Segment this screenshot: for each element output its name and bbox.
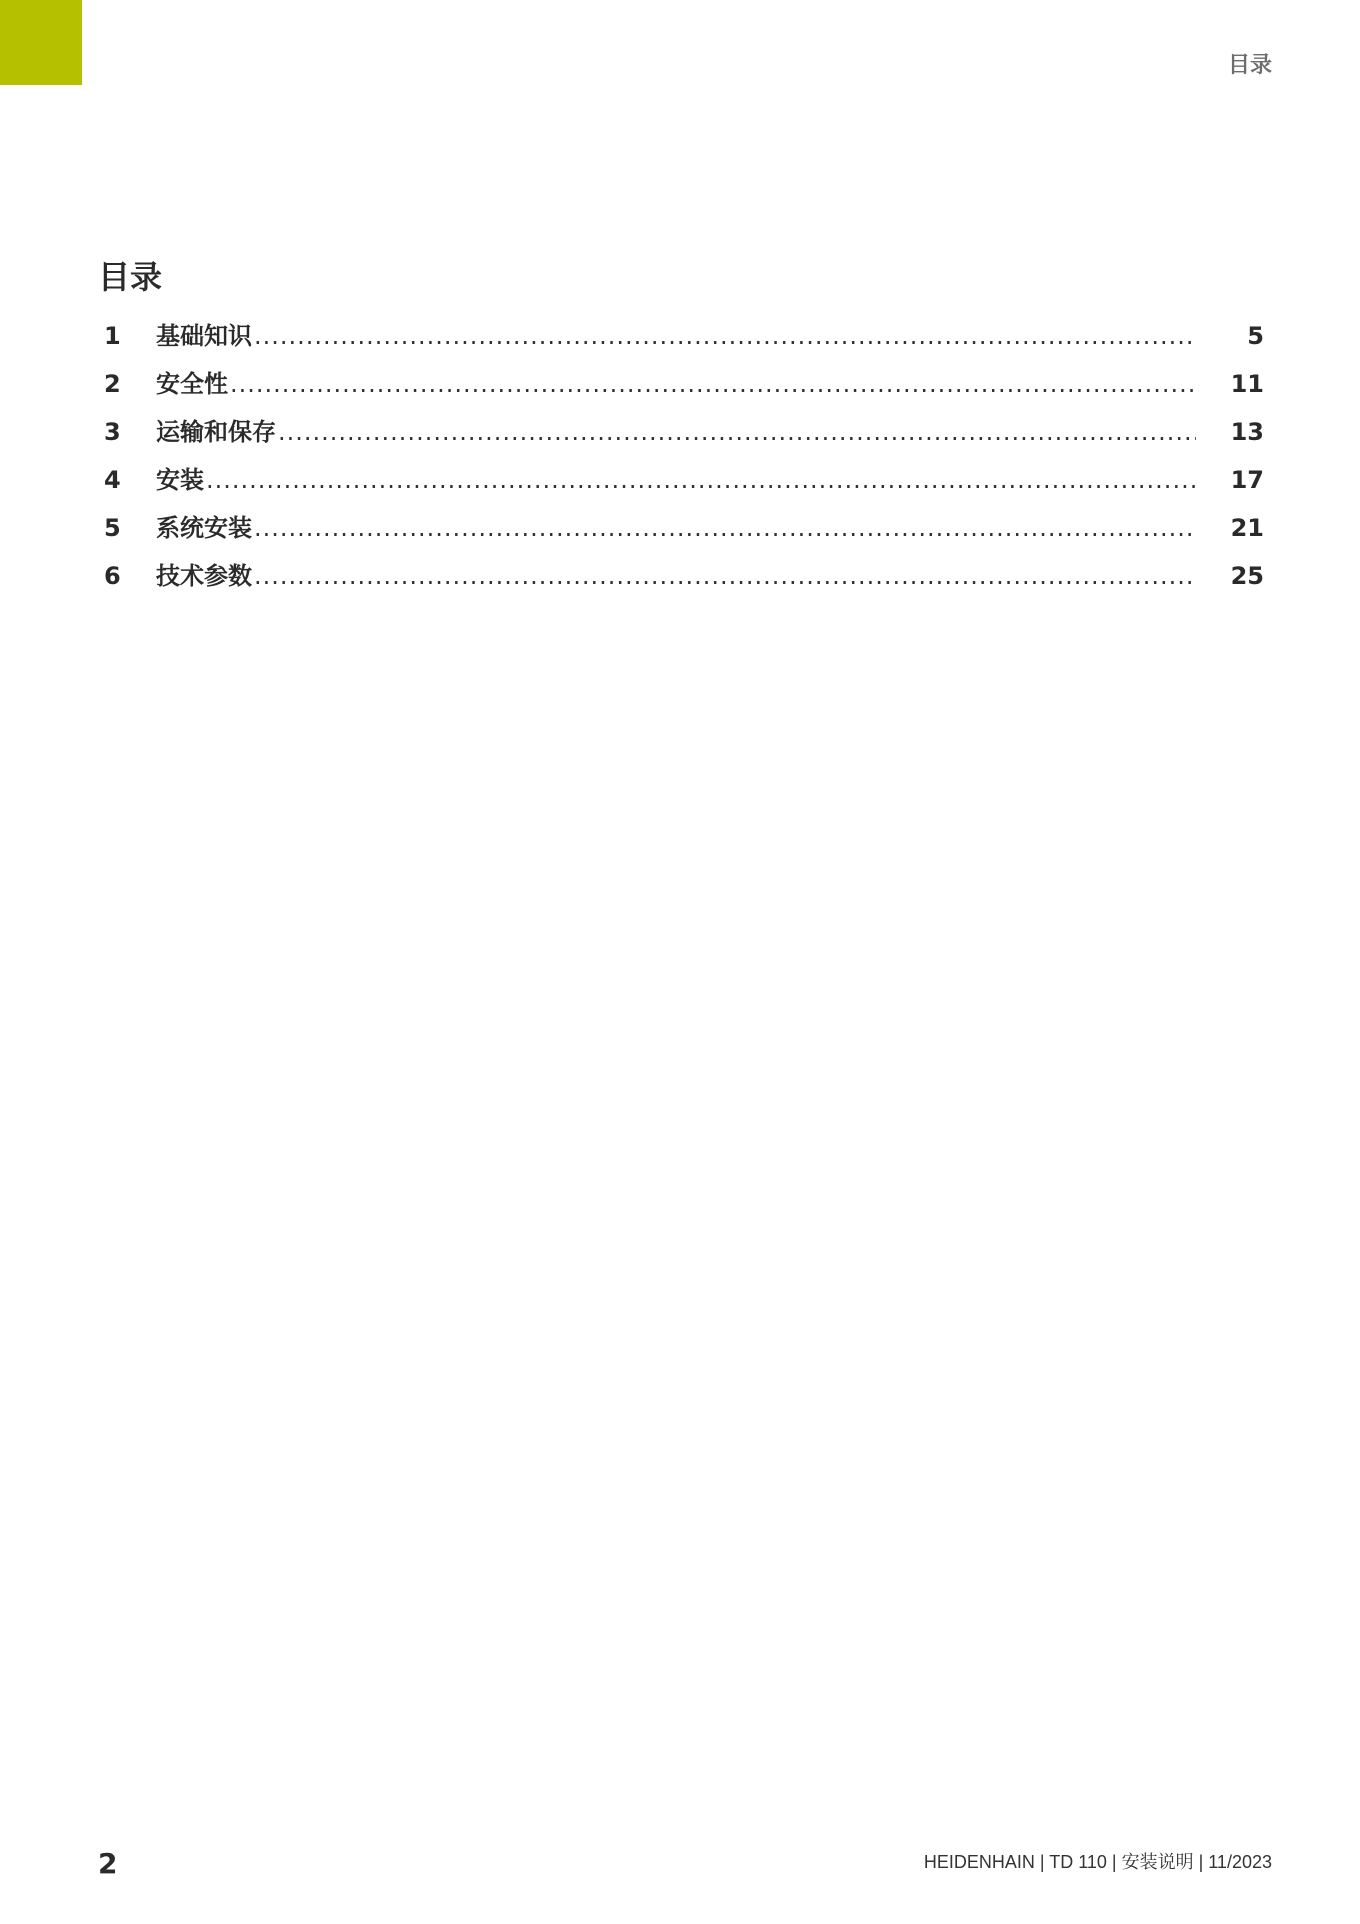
toc-entry-number: 5 — [104, 514, 121, 542]
toc-dot-leader — [206, 466, 1196, 494]
accent-color-block — [0, 0, 82, 85]
toc-entry-label: 运输和保存 — [156, 418, 276, 446]
toc-entry-page: 13 — [1230, 418, 1264, 446]
toc-entry-page: 21 — [1230, 514, 1264, 542]
toc-entry-number: 3 — [104, 418, 121, 446]
toc-entry-label: 系统安装 — [156, 514, 252, 542]
toc-entry-number: 4 — [104, 466, 121, 494]
toc-entry-number: 2 — [104, 370, 121, 398]
toc-entry-transport[interactable] — [98, 412, 1268, 460]
toc-entry-page: 25 — [1230, 562, 1264, 590]
toc-entry-label: 技术参数 — [156, 562, 252, 590]
toc-dot-leader — [254, 322, 1196, 350]
toc-entry-number: 1 — [104, 322, 121, 350]
toc-entry-number: 6 — [104, 562, 121, 590]
running-header: 目录 — [1227, 53, 1272, 78]
toc-list — [98, 316, 1268, 604]
toc-entry-mounting[interactable] — [98, 460, 1268, 508]
toc-entry-page: 11 — [1230, 370, 1264, 398]
footer-document-info: HEIDENHAIN | TD 110 | 安装说明 | 11/2023 — [923, 1852, 1272, 1872]
toc-entry-system-installation[interactable] — [98, 508, 1268, 556]
toc-dot-leader — [230, 370, 1196, 398]
toc-entry-page: 5 — [1247, 322, 1264, 350]
toc-entry-label: 安装 — [156, 466, 204, 494]
toc-dot-leader — [278, 418, 1196, 446]
toc-dot-leader — [254, 514, 1196, 542]
toc-entry-label: 基础知识 — [156, 322, 252, 350]
toc-entry-specifications[interactable] — [98, 556, 1268, 604]
toc-entry-basics[interactable] — [98, 316, 1268, 364]
toc-entry-page: 17 — [1230, 466, 1264, 494]
toc-dot-leader — [254, 562, 1196, 590]
toc-entry-label: 安全性 — [156, 370, 228, 398]
page-title: 目录 — [98, 258, 163, 296]
toc-entry-safety[interactable] — [98, 364, 1268, 412]
page-number: 2 — [98, 1847, 118, 1880]
